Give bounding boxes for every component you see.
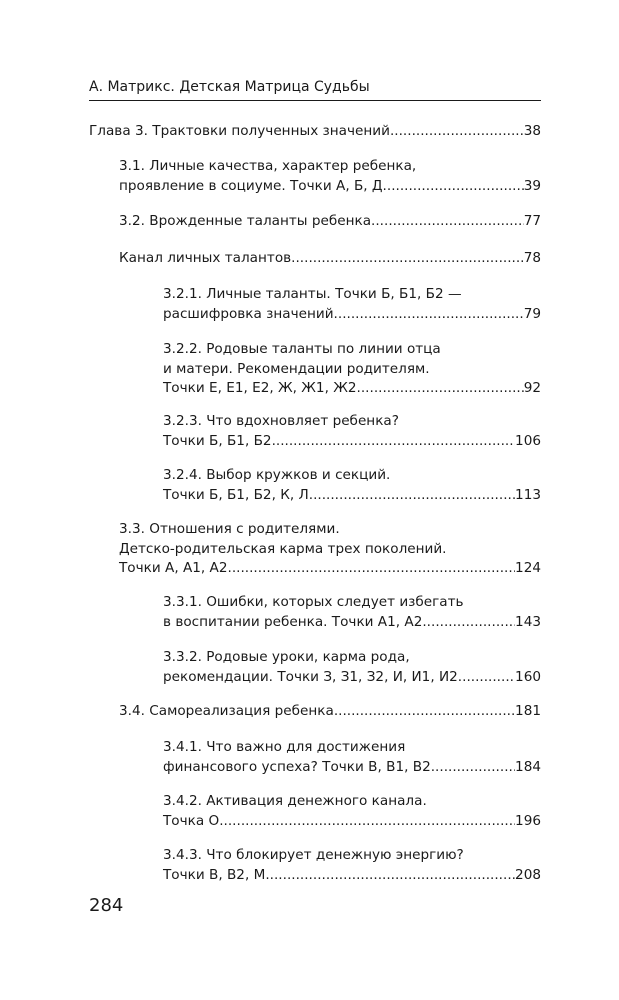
leader-dots: [458, 668, 515, 688]
toc-entry-3-4[interactable]: [119, 702, 541, 722]
toc-entry-title: 3.3.1. Ошибки, которых следует избегать: [163, 594, 464, 610]
toc-entry-title: Точки Б, Б1, Б2, К, Л: [163, 486, 309, 503]
leader-dots: [422, 613, 515, 633]
toc-page-number: 77: [523, 213, 541, 229]
toc-entry-title: 3.4.2. Активация денежного канала.: [163, 793, 427, 809]
toc-entry-title: 3.2.1. Личные таланты. Точки Б, Б1, Б2 —: [163, 286, 462, 302]
toc-entry-3-2-3[interactable]: [163, 412, 541, 451]
toc-page-number: 181: [515, 703, 541, 719]
toc-entry-title: Канал личных талантов: [119, 250, 292, 266]
leader-dots: [390, 122, 524, 142]
toc-entry-title: 3.3. Отношения с родителями.: [119, 521, 340, 537]
leader-dots: [272, 432, 515, 452]
toc-entry-3-3-2[interactable]: [163, 648, 541, 687]
page-number: 284: [89, 895, 124, 916]
toc-entry-title: 3.2.3. Что вдохновляет ребенка?: [163, 413, 399, 429]
toc-entry-3-4-2[interactable]: [163, 792, 541, 831]
toc-entry-title: рекомендации. Точки З, З1, З2, И, И1, И2: [163, 668, 458, 685]
toc-page-number: 124: [515, 560, 541, 576]
toc-entry-title: Точки Е, Е1, Е2, Ж, Ж1, Ж2: [163, 380, 357, 396]
leader-dots: [371, 212, 524, 232]
toc-page-number: 208: [515, 866, 541, 883]
toc-entry-3-2-4[interactable]: [163, 466, 541, 505]
toc-page-number: 106: [515, 432, 541, 449]
toc-entry-title: финансового успеха? Точки В, В1, В2: [163, 758, 431, 775]
leader-dots: [334, 305, 524, 325]
toc-page-number: 113: [515, 486, 541, 503]
toc-entry-3-3-1[interactable]: [163, 593, 541, 632]
toc-page-number: 39: [523, 177, 541, 194]
toc-entry-title: 3.1. Личные качества, характер ребенка,: [119, 158, 417, 174]
toc-entry-3-3[interactable]: [119, 520, 541, 579]
toc-entry-personal-talents-channel[interactable]: [119, 249, 541, 269]
toc-entry-title: и матери. Рекомендации родителям.: [163, 360, 430, 377]
toc-entry-title: 3.2.4. Выбор кружков и секций.: [163, 467, 391, 483]
toc-page-number: 92: [523, 380, 541, 396]
toc-page-number: 196: [515, 812, 541, 829]
toc-entry-3-4-1[interactable]: [163, 738, 541, 777]
toc-page-number: 79: [523, 305, 541, 322]
toc-entry-3-2-1[interactable]: [163, 285, 541, 324]
leader-dots: [383, 177, 524, 197]
toc-entry-3-2[interactable]: [119, 212, 541, 232]
toc-page-number: 38: [523, 123, 541, 139]
toc-entry-title: расшифровка значений: [163, 305, 334, 322]
toc-page-number: 160: [515, 668, 541, 685]
toc-entry-title: Точки Б, Б1, Б2: [163, 432, 272, 449]
toc-entry-title: в воспитании ребенка. Точки А1, А2: [163, 613, 423, 630]
toc-page-number: 184: [515, 758, 541, 775]
leader-dots: [357, 379, 524, 399]
leader-dots: [431, 758, 515, 778]
leader-dots: [334, 702, 515, 722]
toc-entry-title: Точка О: [163, 812, 220, 829]
toc-page-number: 78: [523, 250, 541, 266]
toc-entry-title: проявление в социуме. Точки А, Б, Д: [119, 177, 383, 194]
toc-entry-title: 3.3.2. Родовые уроки, карма рода,: [163, 649, 410, 665]
leader-dots: [291, 249, 524, 269]
toc-entry-3-4-3[interactable]: [163, 846, 541, 885]
leader-dots: [265, 866, 515, 886]
toc-entry-title: 3.4.3. Что блокирует денежную энергию?: [163, 847, 464, 863]
toc-entry-3-1[interactable]: [119, 157, 541, 196]
toc-entry-title: Глава 3. Трактовки полученных значений: [89, 123, 390, 139]
toc-entry-title: 3.2.2. Родовые таланты по линии отца: [163, 341, 441, 357]
toc-entry-title: 3.4.1. Что важно для достижения: [163, 739, 406, 755]
toc-entry-title: 3.4. Самореализация ребенка: [119, 703, 334, 719]
toc-entry-3-2-2[interactable]: [163, 340, 541, 399]
leader-dots: [309, 486, 515, 506]
toc-entry-chapter-3[interactable]: [89, 122, 541, 142]
toc-page-number: 143: [515, 613, 541, 630]
leader-dots: [219, 812, 515, 832]
running-header: А. Матрикс. Детская Матрица Судьбы: [89, 79, 370, 95]
toc-entry-title: 3.2. Врожденные таланты ребенка: [119, 213, 372, 229]
toc-entry-title: Детско-родительская карма трех поколений.: [119, 540, 447, 557]
leader-dots: [228, 559, 516, 579]
toc-entry-title: Точки А, А1, А2: [119, 560, 228, 576]
toc-entry-title: Точки В, В2, М: [163, 866, 266, 883]
